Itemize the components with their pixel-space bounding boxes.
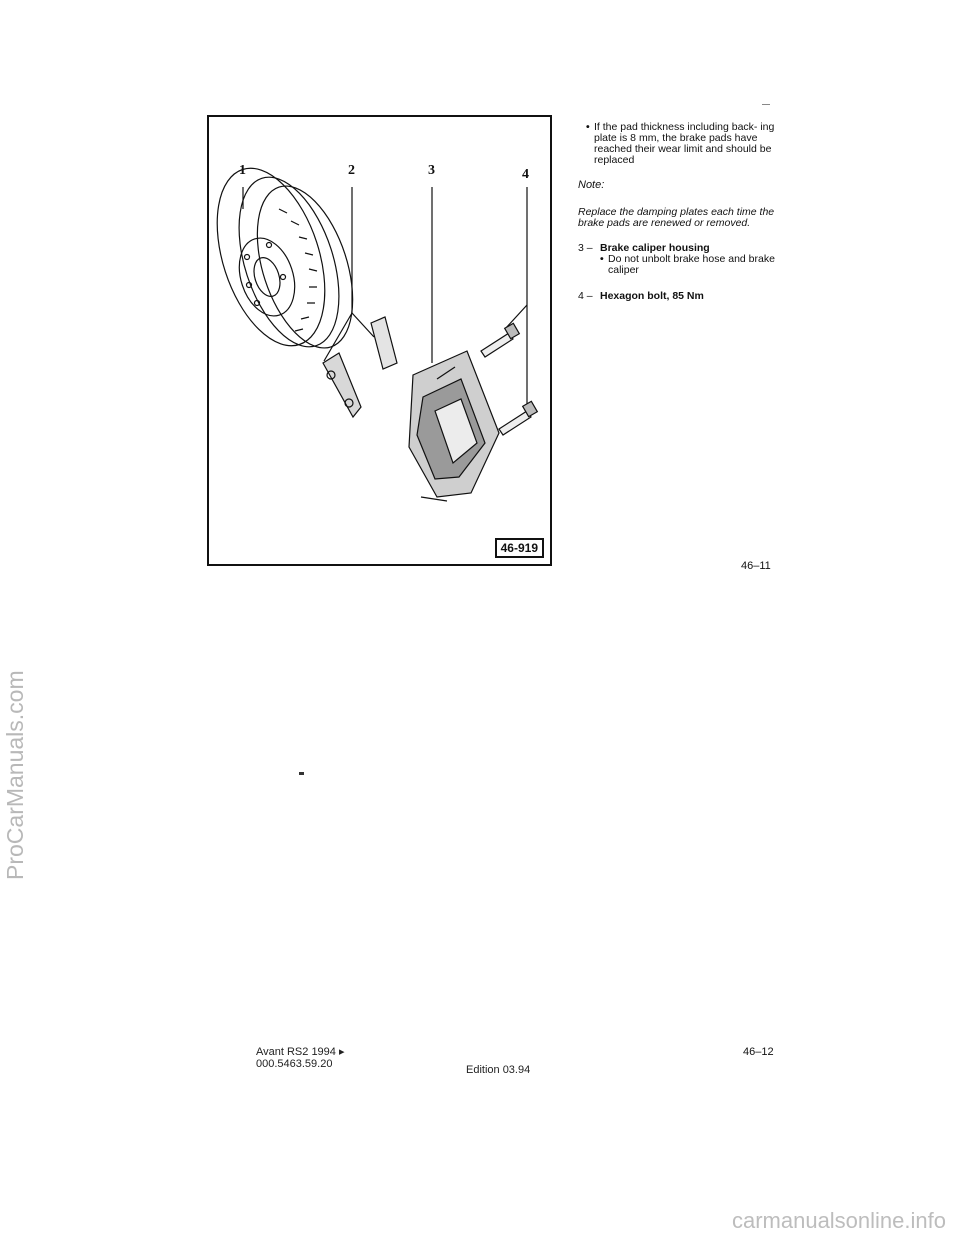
- item-3-number: 3 –: [578, 242, 593, 254]
- stray-mark: [299, 772, 304, 775]
- note-section: [578, 180, 778, 191]
- figure-label-4: 4: [522, 167, 529, 182]
- item-4-title: Hexagon bolt, 85 Nm: [600, 290, 704, 302]
- bottom-watermark: carmanualsonline.info: [731, 1208, 946, 1233]
- note-body-section: [578, 207, 778, 229]
- figure-label-1: 1: [239, 163, 246, 178]
- item-3-bullet: • Do not unbolt brake hose and brake caliper: [600, 254, 778, 276]
- note-title: Note:: [578, 179, 605, 191]
- figure-label-3: 3: [428, 163, 435, 178]
- brake-pads: [323, 317, 397, 417]
- item-3-title: Brake caliper housing: [600, 242, 710, 254]
- footer-model-text: Avant RS2 1994 ▸: [256, 1046, 345, 1058]
- corner-mark: [762, 104, 770, 105]
- item-3: [578, 243, 778, 276]
- footer-model: [256, 1046, 345, 1070]
- page-number-upper: 46–11: [741, 560, 771, 572]
- item-4-number: 4 –: [578, 290, 593, 302]
- exploded-view-figure: [207, 115, 552, 566]
- leader-line-2c: [352, 313, 374, 337]
- figure-code: 46-919: [495, 538, 544, 558]
- leader-line-4b: [505, 305, 527, 329]
- footer-code: 000.5463.59.20: [256, 1058, 333, 1070]
- pad-wear-bullet: • If the pad thickness including back- ing plate is 8 mm, the brake pads have reached their wear limit and should be replaced: [578, 122, 778, 166]
- item-4-row: [578, 291, 778, 302]
- brake-caliper: [409, 351, 499, 501]
- brake-disc: [209, 155, 371, 360]
- note-body: Replace the damping plates each time the brake pads are renewed or removed.: [578, 206, 775, 229]
- footer-edition: Edition 03.94: [466, 1064, 531, 1076]
- pad-bullet-text: [578, 122, 778, 166]
- side-watermark: ProCarManuals.com: [2, 670, 28, 880]
- item-3-row: [578, 243, 778, 276]
- item-4: [578, 291, 778, 302]
- figure-label-2: 2: [348, 163, 355, 178]
- page-number-lower: 46–12: [743, 1046, 774, 1058]
- brake-assembly-drawing: [209, 117, 550, 564]
